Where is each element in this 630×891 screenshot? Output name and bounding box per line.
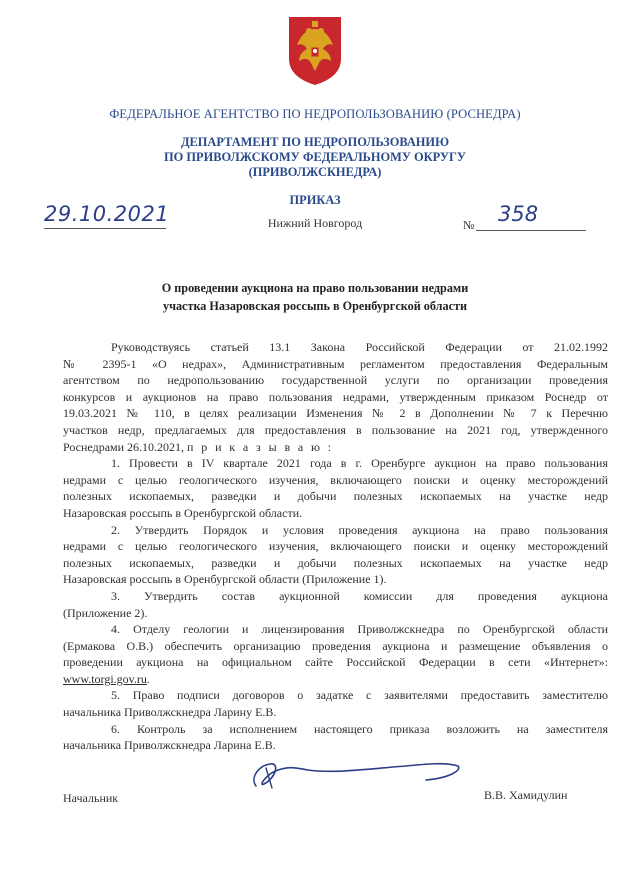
body-line: 6. Контроль за исполнением настоящего приказа возложить на заместителя xyxy=(111,721,608,736)
signatory-name: В.В. Хамидулин xyxy=(484,788,568,802)
order-number: 358 xyxy=(498,202,539,226)
body-line: полезных ископаемых, разведки и добычи полезных ископаемых на участке недр xyxy=(63,555,608,570)
order-title xyxy=(0,279,630,315)
order-body xyxy=(63,339,608,754)
body-line: № 2395-1 «О недрах», Административным регламентом предоставления Федеральным xyxy=(63,356,608,371)
body-line: 19.03.2021 № 110, в целях реализации Изменения № 2 в Дополнении № 7 к Перечню xyxy=(63,406,608,421)
document-type: ПРИКАЗ xyxy=(289,193,341,207)
body-line: 1. Провести в IV квартале 2021 года в г. Оренбурге аукцион на право пользования xyxy=(111,456,608,471)
body-line: (Приложение 2). xyxy=(63,605,148,620)
body-line: недрами с целью геологического изучения, включающего поиски и оценку месторождений xyxy=(63,539,608,554)
body-line-text: Роснедрами 26.10.2021, xyxy=(63,439,185,454)
handwritten-signature xyxy=(236,748,466,796)
body-line: (Ермакова О.В.) обеспечить организацию проведения аукциона и размещение объявления о xyxy=(63,638,608,653)
number-underline xyxy=(476,230,586,231)
body-line: Руководствуясь статьей 13.1 Закона Российской Федерации от 21.02.1992 xyxy=(111,340,608,354)
agency-name: ФЕДЕРАЛЬНОЕ АГЕНТСТВО ПО НЕДРОПОЛЬЗОВАНИЮ (РОСНЕДРА) xyxy=(109,107,521,121)
coat-of-arms-emblem xyxy=(285,15,345,87)
item-2 xyxy=(63,522,608,588)
body-line: агентством по недропользованию государственной услуги по организации проведения xyxy=(63,373,608,388)
order-word: п р и к а з ы в а ю : xyxy=(187,439,334,454)
body-line: 4. Отделу геологии и лицензирования Приволжскнедра по Оренбургской области xyxy=(111,622,608,637)
department-line: ПО ПРИВОЛЖСКОМУ ФЕДЕРАЛЬНОМУ ОКРУГУ xyxy=(164,149,466,164)
title-line: О проведении аукциона на право пользовании недрами xyxy=(161,281,469,295)
body-line: Назаровская россыпь в Оренбургской области (Приложение 1). xyxy=(63,572,387,587)
body-line: Назаровская россыпь в Оренбургской области. xyxy=(63,505,303,520)
item-5 xyxy=(63,687,608,720)
body-line xyxy=(63,439,608,456)
title-line: участка Назаровская россыпь в Оренбургской области xyxy=(162,299,468,313)
item-4 xyxy=(63,621,608,687)
item-3 xyxy=(63,588,608,621)
department-line: ДЕПАРТАМЕНТ ПО НЕДРОПОЛЬЗОВАНИЮ xyxy=(180,135,450,149)
body-line: конкурсов и аукционов на право пользования недрами, утвержденным приказом Роснедр от xyxy=(63,389,608,404)
website-tail: . xyxy=(146,671,150,686)
body-line: недрами с целью геологического изучения, включающего поиски и оценку месторождений xyxy=(63,472,608,487)
department-line: (ПРИВОЛЖСКНЕДРА) xyxy=(248,164,382,179)
order-date: 29.10.2021 xyxy=(44,202,170,226)
body-line xyxy=(63,671,608,688)
department-name xyxy=(0,135,630,179)
body-line: начальника Приволжскнедра Ларину Е.В. xyxy=(63,705,277,720)
body-line: участков недр, предлагаемых для предоставления в пользование на 2021 год, утвержденного xyxy=(63,422,608,437)
body-line: 5. Право подписи договоров о задатке с заявителями предоставить заместителю xyxy=(111,688,608,703)
item-1 xyxy=(63,455,608,521)
body-line: 3. Утвердить состав аукционной комиссии для проведения аукциона xyxy=(111,588,608,603)
signatory-role: Начальник xyxy=(63,791,119,805)
city-name: Нижний Новгород xyxy=(267,216,363,230)
body-line: полезных ископаемых, разведки и добычи полезных ископаемых на участке недр xyxy=(63,489,608,504)
preamble xyxy=(63,339,608,455)
body-line: начальника Приволжскнедра Ларина Е.В. xyxy=(63,738,276,753)
body-line: проведении аукциона на официальном сайте Российской Федерации в сети «Интернет»: xyxy=(63,655,608,670)
number-sign: № xyxy=(463,218,475,232)
body-line: 2. Утвердить Порядок и условия проведения аукциона на право пользования xyxy=(111,522,608,537)
website-link[interactable]: www.torgi.gov.ru xyxy=(63,671,147,686)
